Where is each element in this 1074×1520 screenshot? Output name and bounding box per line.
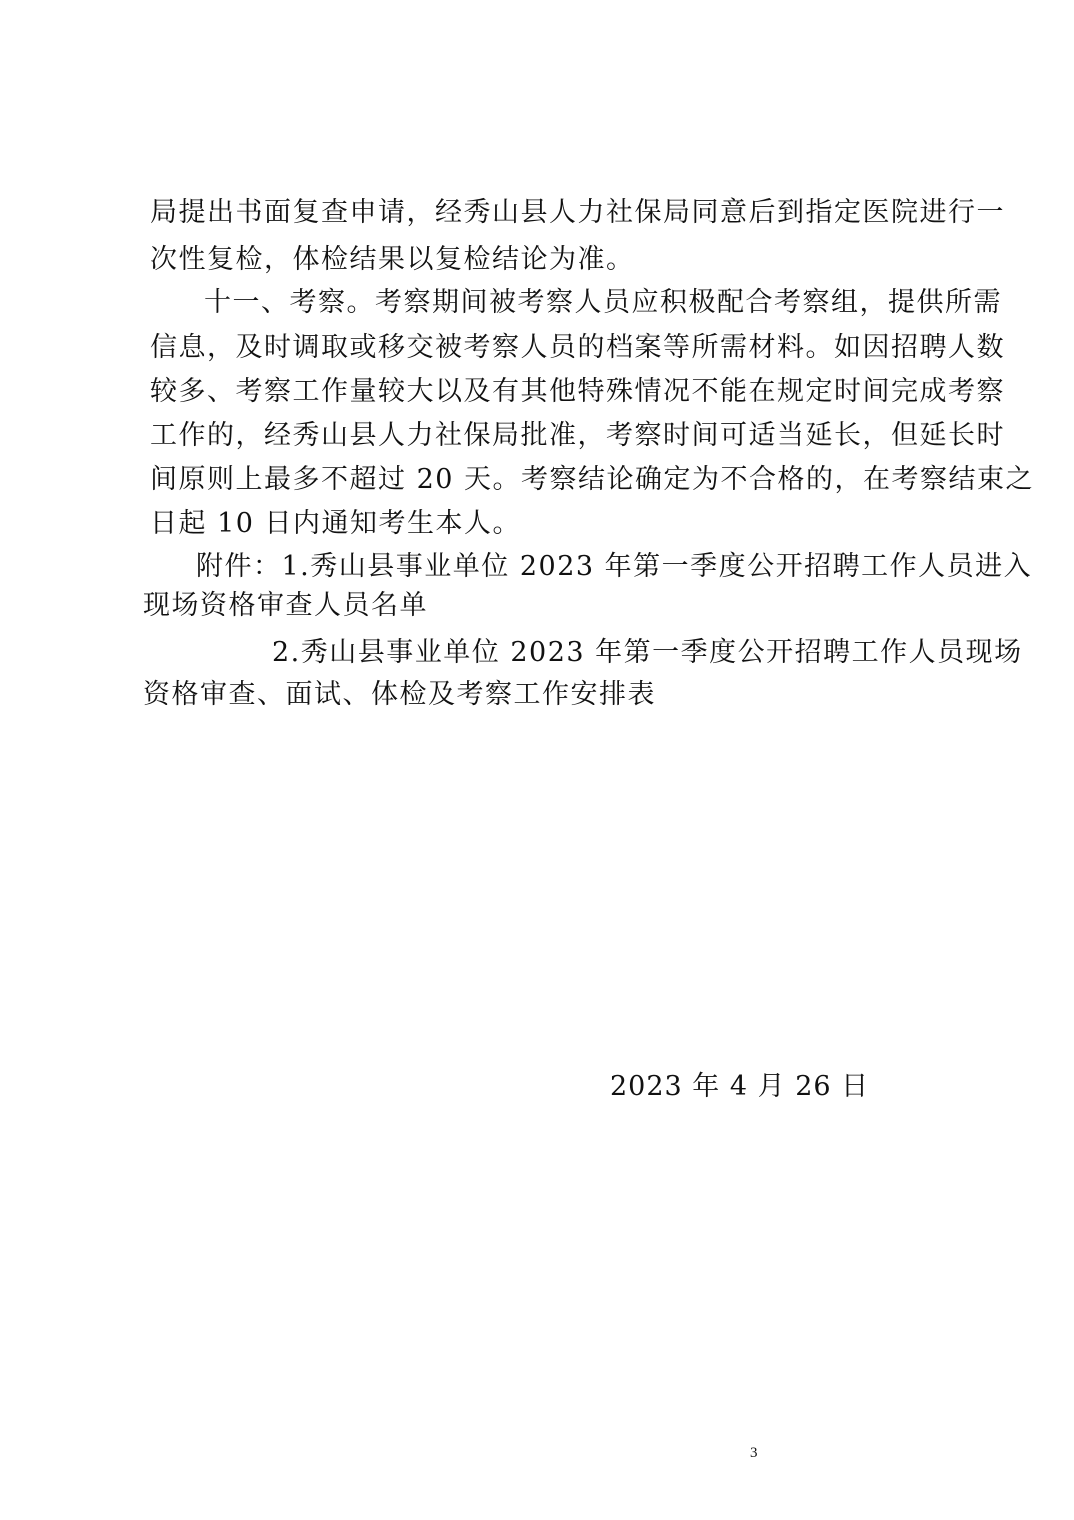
text-line-4: 信息，及时调取或移交被考察人员的档案等所需材料。如因招聘人数 <box>150 332 1005 363</box>
text-line-8: 日起 10 日内通知考生本人。 <box>150 508 522 539</box>
text-line-1: 局提出书面复查申请，经秀山县人力社保局同意后到指定医院进行一 <box>150 197 1005 228</box>
attachment-line-2: 现场资格审查人员名单 <box>143 590 428 621</box>
attachment-line-4: 资格审查、面试、体检及考察工作安排表 <box>143 679 656 710</box>
text-line-2: 次性复检，体检结果以复检结论为准。 <box>150 244 635 275</box>
text-line-7: 间原则上最多不超过 20 天。考察结论确定为不合格的，在考察结束之 <box>150 464 1035 495</box>
document-date: 2023 年 4 月 26 日 <box>610 1071 870 1102</box>
text-line-5: 较多、考察工作量较大以及有其他特殊情况不能在规定时间完成考察 <box>150 376 1005 407</box>
attachment-line-1: 附件：1.秀山县事业单位 2023 年第一季度公开招聘工作人员进入 <box>196 551 1033 582</box>
text-line-6: 工作的，经秀山县人力社保局批准，考察时间可适当延长，但延长时 <box>150 420 1005 451</box>
page-number: 3 <box>750 1445 758 1461</box>
attachment-line-3: 2.秀山县事业单位 2023 年第一季度公开招聘工作人员现场 <box>272 637 1023 668</box>
text-line-3: 十一、考察。考察期间被考察人员应积极配合考察组，提供所需 <box>204 287 1002 318</box>
